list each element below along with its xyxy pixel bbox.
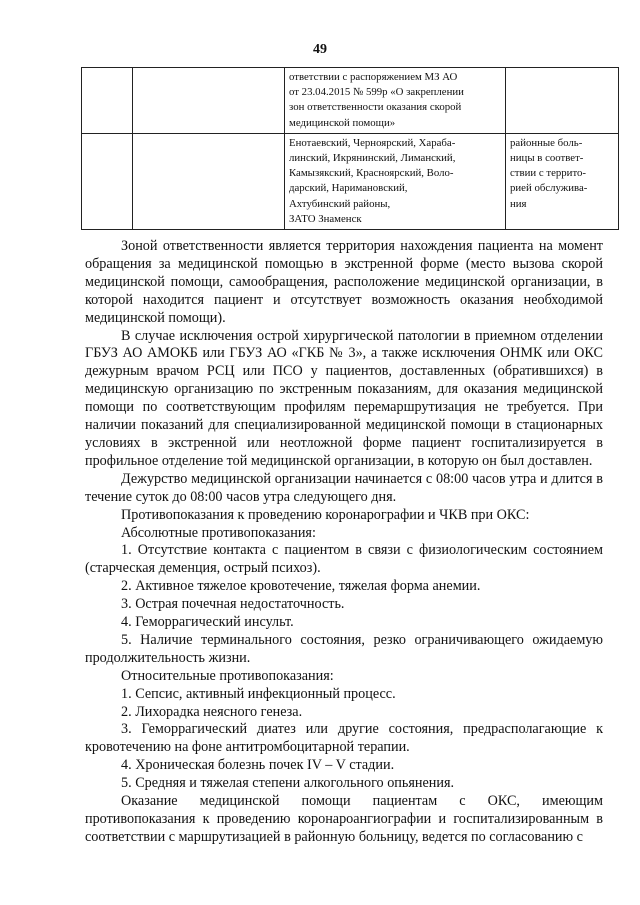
cell-line: рией обслужива-: [510, 182, 588, 195]
list-item: 1. Отсутствие контакта с пациентом в связи с физиологическим состоянием (старческая деменция, острый психоз).: [85, 542, 603, 577]
paragraph: В случае исключения острой хирургической патологии в приемном отделении ГБУЗ АО АМОКБ или ГБУЗ АО «ГКБ № 3», а также исключения ОНМК или ОКС дежурным врачом РСЦ или ПСО у пациентов, доставленных (обратившихся) в медицинскую организацию по экстренным показаниям, для оказания медицинской помощи по соответствующим профилям перемаршрутизация не требуется. При наличии показаний для специализированной медицинской помощи в стационарных условиях в экстренной или неотложной форме пациент госпитализируется в профильное отделение той медицинской организации, в которую он был доставлен.: [85, 327, 603, 469]
paragraph: Оказание медицинской помощи пациентам с ОКС, имеющим противопоказания к проведению коронароангиографии и госпитализированным в соответствии с маршрутизацией в районную больницу, ведется по согласованию с: [85, 793, 603, 845]
cell-line: линский, Икрянинский, Лиманский,: [289, 152, 456, 165]
table-cell-zone: [285, 133, 506, 229]
page-number: 49: [313, 42, 327, 57]
paragraph: Относительные противопоказания:: [121, 667, 334, 684]
list-item: 3. Геморрагический диатез или другие состояния, предрасполагающие к кровотечению на фоне антитромбоцитарной терапии.: [85, 721, 603, 756]
table-cell-number: [82, 68, 133, 134]
cell-lines: [289, 70, 501, 131]
list-item: 4. Геморрагический инсульт.: [121, 614, 294, 631]
cell-line: Ахтубинский районы,: [289, 197, 391, 210]
cell-line: Камызякский, Красноярский, Воло-: [289, 167, 454, 180]
table-cell-number: [82, 133, 133, 229]
list-item: 4. Хроническая болезнь почек IV – V стадии.: [121, 757, 395, 774]
cell-line: ответствии с распоряжением МЗ АО: [289, 71, 458, 83]
list-item: 2. Активное тяжелое кровотечение, тяжелая форма анемии.: [121, 578, 481, 595]
paragraph: Абсолютные противопоказания:: [121, 524, 316, 541]
table-cell-zone: [285, 68, 506, 134]
cell-line: районные боль-: [510, 136, 583, 149]
cell-line: медицинской помощи»: [289, 116, 396, 129]
list-item: 2. Лихорадка неясного генеза.: [121, 703, 303, 720]
cell-line: дарский, Наримановский,: [289, 182, 408, 195]
table-cell-notes: [506, 68, 619, 134]
cell-line: зон ответственности оказания скорой: [289, 101, 462, 114]
table-cell-organization: [133, 68, 285, 134]
table-row: [82, 68, 619, 134]
document-body: [85, 238, 603, 847]
paragraph: Дежурство медицинской организации начинается с 08:00 часов утра и длится в течение суток до 08:00 часов утра следующего дня.: [85, 470, 603, 505]
cell-line: ния: [510, 197, 527, 210]
table-cell-organization: [133, 133, 285, 229]
list-item: 5. Наличие терминального состояния, резко ограничивающего ожидаемую продолжительность жизни.: [85, 631, 603, 666]
table-row: [82, 133, 619, 229]
paragraph: Противопоказания к проведению коронарографии и ЧКВ при ОКС:: [121, 506, 530, 523]
table-cell-notes: [506, 133, 619, 229]
cell-line: ЗАТО Знаменск: [289, 212, 362, 225]
cell-line: Енотаевский, Черноярский, Хараба-: [289, 136, 456, 149]
cell-line: от 23.04.2015 № 599р «О закреплении: [289, 86, 464, 99]
list-item: 1. Сепсис, активный инфекционный процесс.: [121, 685, 396, 702]
paragraph: Зоной ответственности является территория нахождения пациента на момент обращения за медицинской помощью в экстренной форме (место вызова скорой медицинской помощи, самообращения, расположение медицинской организации, в которой находится пациент и отсутствует возможность оказания необходимой медицинской помощи).: [85, 238, 603, 326]
cell-line: ницы в соответ-: [510, 152, 584, 165]
cell-line: ствии с террито-: [510, 167, 587, 180]
cell-lines: [289, 136, 501, 227]
list-item: 3. Острая почечная недостаточность.: [121, 596, 345, 613]
routing-table-continuation: [81, 67, 619, 230]
cell-lines: [510, 136, 614, 212]
list-item: 5. Средняя и тяжелая степени алкогольного опьянения.: [121, 775, 455, 792]
